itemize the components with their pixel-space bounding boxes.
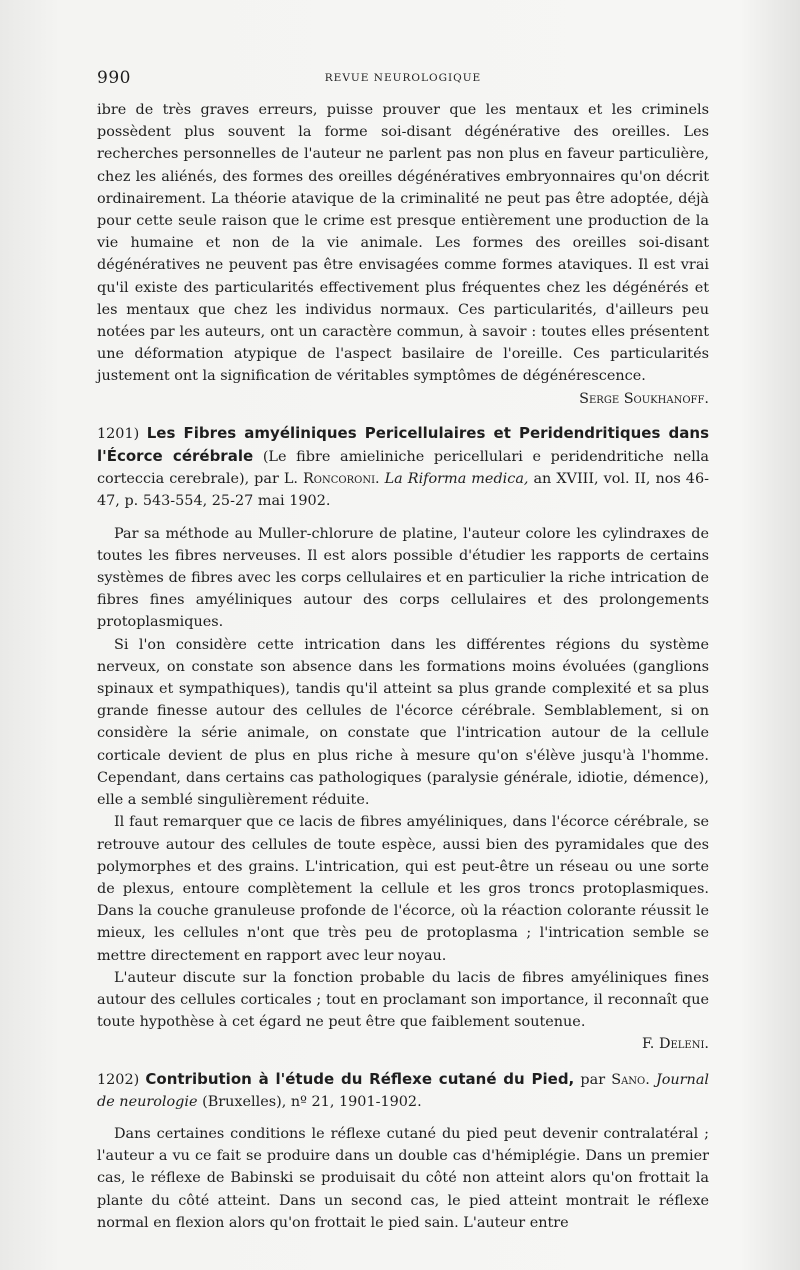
opening-paragraph: ibre de très graves erreurs, puisse prouver que les mentaux et les criminels possèdent plus souvent la forme soi-disant dégénérative des oreilles. Les recherches personnelles de l'auteur ne parlent pas non plus en faveur particulière, chez les aliénés, des formes des oreilles dégénératives embryonnaires qu'on décrit ordinairement. La théorie atavique de la criminalité ne peut pas être adoptée, déjà pour cette seule raison que le crime est presque entièrement une production de la vie humaine et non de la vie animale. Les formes des oreilles soi-disant dégénératives ne peuvent pas être envisagées comme formes ataviques. Il est vrai qu'il existe des particularités effectivement plus fréquentes chez les dégénérés et les mentaux que chez les individus normaux. Ces particularités, d'ailleurs peu notées par les auteurs, ont un caractère commun, à savoir : toutes elles présentent une déformation atypique de l'aspect basilaire de l'oreille. Ces particularités justement ont la signification de véritables symptômes de dégénérescence. <box>97 102 709 385</box>
page-content <box>97 99 709 1234</box>
entry-1201-ref-b: . <box>375 471 385 488</box>
signature-deleni: F. Deleni. <box>642 1036 709 1053</box>
entry-1202-title: Contribution à l'étude du Réflexe cutané du Pied, <box>145 1069 575 1088</box>
entry-1201-journal: La Riforma medica, <box>384 471 529 488</box>
entry-1202-author: Sano <box>611 1071 646 1088</box>
entry-1201-heading <box>97 422 709 513</box>
entry-1201-author: Roncoroni <box>302 471 376 488</box>
entry-1201-ref-a: (Le fibre amieliniche pericellulari e peridendritiche nella corteccia cerebrale), par L. <box>97 449 709 488</box>
entry-1201-paragraph-4: L'auteur discute sur la fonction probable du lacis de fibres amyéliniques fines autour des cellules corticales ; tout en proclamant son importance, il reconnaît que toute hypothèse à cet égard ne peut être que faiblement soutenue. <box>97 969 709 1031</box>
entry-1202-paragraph-1: Dans certaines conditions le réflexe cutané du pied peut devenir contralatéral ; l'auteur a vu ce fait se produire dans un double cas d'hémiplégie. Dans un premier cas, le réflexe de Babinski se produisait du côté non atteint alors qu'on frottait la plante du côté atteint. Dans un second cas, le pied atteint montrait le réflexe normal en flexion alors qu'on frottait le pied sain. L'auteur entre <box>97 1125 709 1231</box>
entry-1202-journal: Journal de neurologie <box>97 1071 709 1110</box>
page-number: 990 <box>97 68 131 88</box>
entry-1201-number: 1201) <box>97 425 140 442</box>
entry-1201-ref-c: an XVIII, vol. II, nos 46-47, p. 543-554, 25-27 mai 1902. <box>97 471 709 510</box>
entry-1201-title: Les Fibres amyéliniques Pericellulaires et Peridendritiques dans l'Écorce cérébrale <box>97 423 710 466</box>
entry-1201-paragraph-2: Si l'on considère cette intrication dans les différentes régions du système nerveux, on constate son absence dans les formations moins évoluées (ganglions spinaux et sympathiques), tandis qu'il atteint sa plus grande complexité et sa plus grande finesse autour des cellules de l'écorce cérébrale. Semblablement, si on considère la série animale, on constate que l'intrication autour de la cellule corticale devient de plus en plus riche à mesure qu'on s'élève jusqu'à l'homme. Cependant, dans certains cas pathologiques (paralysie générale, idiotie, démence), elle a semblé singulièrement réduite. <box>97 636 709 809</box>
entry-1202-ref-b: . <box>645 1071 656 1088</box>
signature-soukhanoff: Serge Soukhanoff. <box>579 390 709 407</box>
running-title: REVUE NEUROLOGIQUE <box>324 72 482 84</box>
entry-1202-number: 1202) <box>97 1071 140 1088</box>
page-header <box>97 68 709 88</box>
entry-1202-ref-c: (Bruxelles), nº 21, 1901-1902. <box>197 1093 422 1110</box>
entry-1201-paragraph-1: Par sa méthode au Muller-chlorure de platine, l'auteur colore les cylindraxes de toutes les fibres nerveuses. Il est alors possible d'étudier les rapports de certains systèmes de fibres avec les corps cellulaires et en particulier la riche intrication de fibres fines amyéliniques autour des corps cellulaires et des prolongements protoplasmiques. <box>97 525 709 631</box>
entry-1201-paragraph-3: Il faut remarquer que ce lacis de fibres amyéliniques, dans l'écorce cérébrale, se retrouve autour des cellules de toute espèce, aussi bien des pyramidales que des polymorphes et des grains. L'intrication, qui est peut-être un réseau ou une sorte de plexus, entoure complètement la cellule et les gros troncs protoplasmiques. Dans la couche granuleuse profonde de l'écorce, où la réaction colorante réussit le mieux, les cellules n'ont que très peu de protoplasma ; l'intrication semble se mettre directement en rapport avec leur noyau. <box>97 814 709 964</box>
entry-1202-heading <box>97 1068 709 1113</box>
entry-1202-ref-a: par <box>574 1071 612 1088</box>
